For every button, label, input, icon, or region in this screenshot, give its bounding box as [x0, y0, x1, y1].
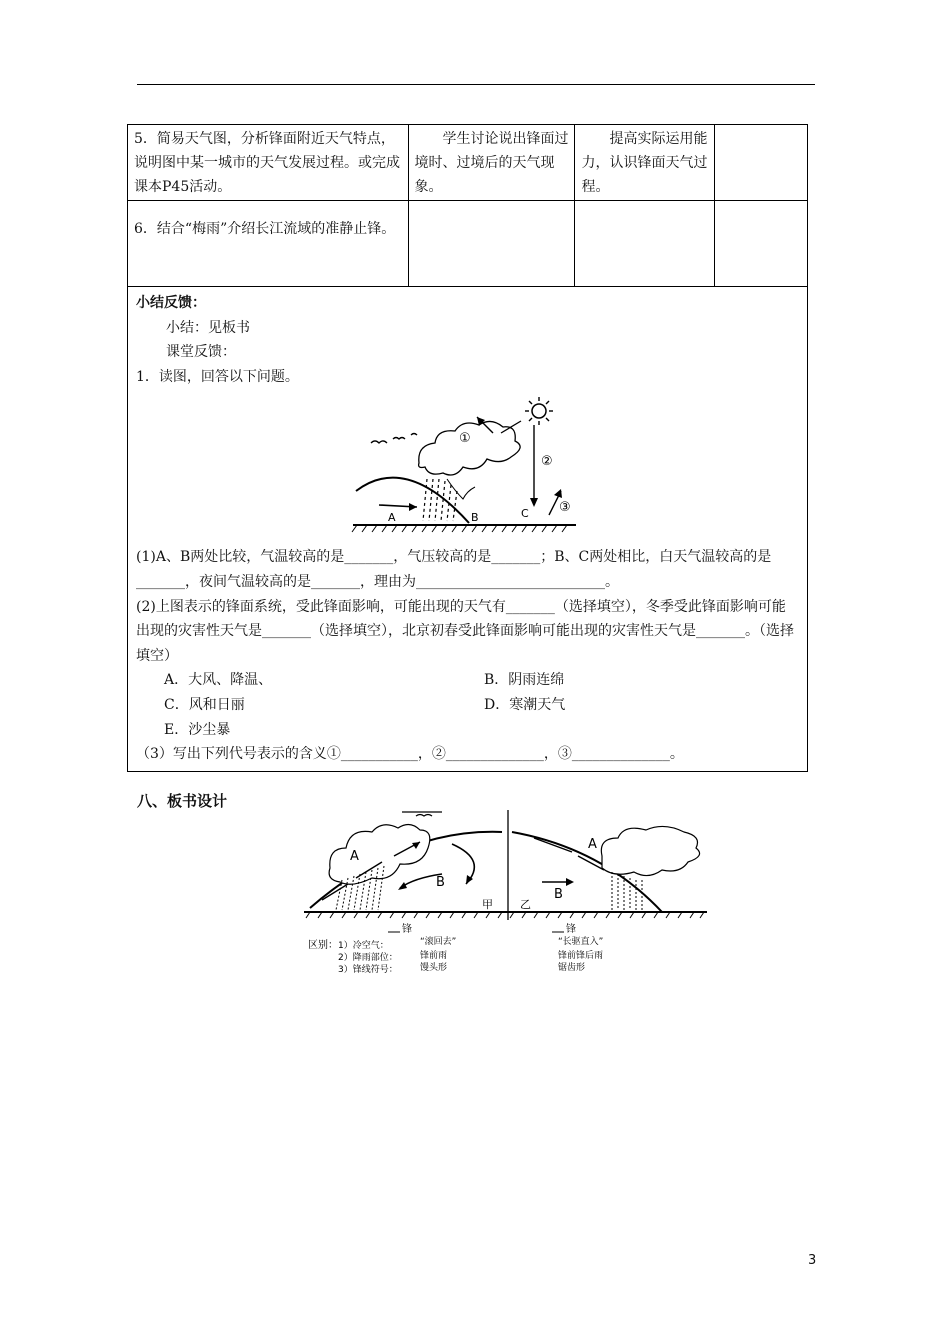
feedback-row: [128, 287, 808, 772]
note-cell: [715, 201, 808, 287]
question-1-part-2: (2)上图表示的锋面系统，受此锋面影响，可能出现的天气有_______（选择填空），冬季受此锋面影响可能出现的灾害性天气是_______（选择填空），北京初春受此锋面影响可能出现的灾害性天气是_______。（选择填空）: [136, 598, 794, 664]
option-d: D．寒潮天气: [484, 696, 566, 713]
summary-line: 小结：见板书: [166, 319, 250, 336]
feedback-cell: [128, 287, 808, 772]
label-1: ①: [459, 431, 471, 447]
cold-front-figure: [351, 395, 586, 543]
option-c: C．风和日丽: [164, 696, 245, 713]
sun-icon: [525, 397, 553, 425]
intent-cell: 提高实际运用能力，认识锋面天气过程。: [575, 125, 715, 201]
label-a-left: A: [350, 849, 359, 864]
option-a: A．大风、降温、: [164, 672, 273, 689]
page-number: 3: [808, 1253, 817, 1268]
lesson-table: [127, 124, 808, 772]
diff-right: “长驱直入”: [558, 937, 604, 947]
label-2: ②: [541, 454, 553, 470]
question-1-intro: 1．读图，回答以下问题。: [136, 368, 299, 385]
diff-label: 区别：: [308, 940, 338, 951]
label-a: A: [388, 511, 396, 525]
table-row: [128, 201, 808, 287]
option-e: E．沙尘暴: [164, 721, 231, 738]
option-b: B．阴雨连绵: [484, 672, 565, 689]
options-list: [164, 668, 799, 742]
diff-item: 2）降雨部位：: [338, 953, 398, 963]
feedback-heading: 小结反馈：: [136, 295, 206, 311]
diff-left: “滚回去”: [420, 937, 457, 947]
student-cell: 学生讨论说出锋面过境时、过境后的天气现象。: [408, 125, 575, 201]
classroom-line: 课堂反馈：: [166, 344, 236, 361]
front-label-right: 锋: [566, 924, 576, 935]
header-rule: [137, 84, 815, 85]
board-design-figure: [302, 808, 714, 980]
front-label-left: 锋: [402, 924, 412, 935]
label-jia: 甲: [482, 898, 493, 911]
diff-left: 馒头形: [420, 963, 448, 973]
label-yi: 乙: [520, 898, 531, 911]
diff-left: 锋前雨: [420, 951, 448, 961]
note-cell: [715, 125, 808, 201]
label-c: C: [521, 507, 529, 521]
diff-right: 锋前锋后雨: [558, 951, 604, 961]
diff-item: 3）锋线符号：: [338, 965, 398, 975]
label-b: B: [471, 511, 479, 525]
activity-cell: 6．结合“梅雨”介绍长江流域的准静止锋。: [128, 201, 409, 287]
question-1-part-3: （3）写出下列代号表示的含义①___________，②______________，③______________。: [136, 746, 684, 763]
section-title: 八、板书设计: [137, 792, 228, 810]
student-cell: [408, 201, 575, 287]
diff-item: 1）冷空气：: [338, 941, 389, 951]
table-row: [128, 125, 808, 201]
intent-cell: [575, 201, 715, 287]
label-3: ③: [559, 500, 571, 516]
label-b-right: B: [554, 887, 563, 902]
diff-right: 锯齿形: [558, 963, 586, 973]
label-a-right: A: [588, 837, 597, 852]
question-1-part-1: (1)A、B两处比较，气温较高的是_______，气压较高的是_______；B、C两处相比，白天气温较高的是_______，夜间气温较高的是_______，理由为___________________________。: [136, 549, 772, 590]
activity-cell: 5．简易天气图，分析锋面附近天气特点，说明图中某一城市的天气发展过程。或完成课本P45活动。: [128, 125, 409, 201]
label-b-left: B: [436, 875, 445, 890]
